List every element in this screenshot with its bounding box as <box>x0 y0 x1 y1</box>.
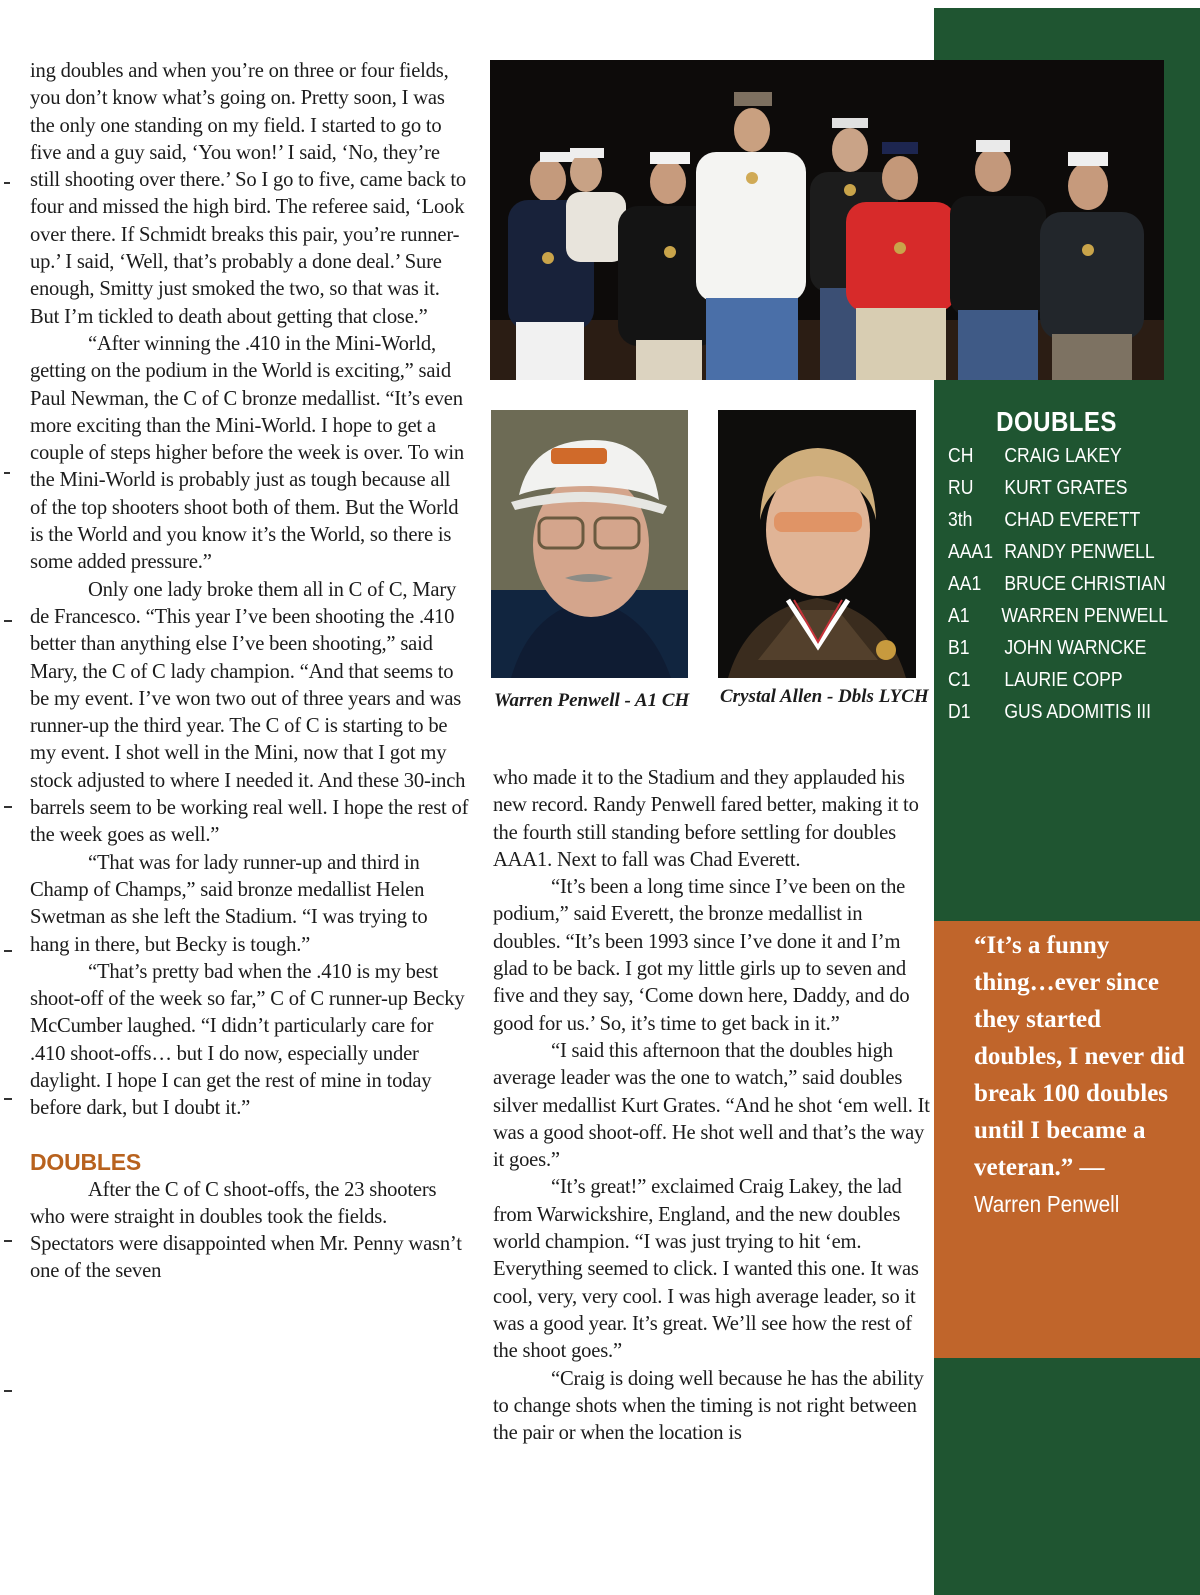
paragraph: “I said this afternoon that the doubles high average leader was the one to watch,” said doubles silver medallist Kurt Grates. “And he shot ‘em well. It was a good shoot-off. He shot well and that’s the way it goes.” <box>493 1039 930 1172</box>
paragraph: “That’s pretty bad when the .410 is my best shoot-off of the week so far,” C of C runner-up Becky McCumber laughed. “I didn’t particularly care for .410 shoot-offs… but I do now, especially under daylight. I hope I can get the rest of mine in today before dark, but I doubt it.” <box>30 960 465 1120</box>
result-code: AAA1 <box>948 541 994 563</box>
result-code: A1 <box>948 605 970 627</box>
paragraph: ing doubles and when you’re on three or four fields, you don’t know what’s going on. Pretty soon, I was the only one standing on my field. I started to go to five and a guy said, ‘You won!’ I said, ‘No, they’re still shooting over there.’ So I go to five, came back to four and missed the high bird. The referee said, ‘Look over there. If Schmidt breaks this pair, you’re runner-up.’ I said, ‘Well, that’s probably a done deal.’ Sure enough, Smitty just smoked the two, so that was it. But I’m tickled to death about getting that close.” <box>30 60 467 328</box>
paragraph: “It’s been a long time since I’ve been on the podium,” said Everett, the bronze medallist in doubles. “It’s been 1993 since I’ve done it and I’m glad to be back. I got my little girls up to seven and five and they say, ‘Come down here, Daddy, and do good for us.’ So, it’s time to get back in it.” <box>493 876 910 1035</box>
photo-caption: Warren Penwell - A1 CH <box>494 690 690 711</box>
margin-mark <box>4 1098 12 1100</box>
result-row <box>948 664 1168 696</box>
middle-text-column <box>493 765 930 1447</box>
group-medalists-photo <box>490 60 1164 380</box>
crystal-allen-photo <box>718 410 916 678</box>
result-name: WARREN PENWELL <box>1001 605 1168 627</box>
paragraph: After the C of C shoot-offs, the 23 shooters who were straight in doubles took the fields. Spectators were disappointed when Mr. Penny wasn’t one of the seven <box>30 1178 462 1283</box>
result-code: C1 <box>948 669 971 691</box>
result-name: GUS ADOMITIS III <box>1004 701 1152 723</box>
result-name: JOHN WARNCKE <box>1004 637 1147 659</box>
result-code: B1 <box>948 637 970 659</box>
margin-mark <box>4 472 10 474</box>
paragraph: who made it to the Stadium and they applauded his new record. Randy Penwell fared better, making it to the fourth still standing before settling for doubles AAA1. Next to fall was Chad Everett. <box>493 767 919 871</box>
paragraph: “That was for lady runner-up and third in Champ of Champs,” said bronze medallist Helen Swetman as she left the Stadium. “I was trying to hang in there, but Becky is tough.” <box>30 851 428 956</box>
result-row <box>948 696 1168 728</box>
result-row <box>948 568 1168 600</box>
pull-quote <box>934 921 1200 1358</box>
paragraph: “Craig is doing well because he has the ability to change shots when the timing is not right between the pair or when the location is <box>493 1367 924 1445</box>
result-name: KURT GRATES <box>1004 477 1128 499</box>
photo-caption: Crystal Allen - Dbls LYCH <box>720 686 929 707</box>
margin-mark <box>4 182 10 184</box>
doubles-results <box>948 404 1198 728</box>
result-row <box>948 600 1168 632</box>
quote-author: Warren Penwell <box>974 1191 1120 1217</box>
result-row <box>948 440 1168 472</box>
paragraph: Only one lady broke them all in C of C, Mary de Francesco. “This year I’ve been shooting the .410 better than anything else I’ve been shooting,” said Mary, the C of C lady champion. “And that seems to be my event. I’ve won two out of three years and was runner-up the third year. The C of C is starting to be my event. I shot well in the Mini, now that I got my stock adjusted to where I needed it. And these 30-inch barrels seem to be working real well. I hope the rest of the week goes as well.” <box>30 578 469 847</box>
warren-penwell-photo <box>491 410 688 678</box>
result-name: CHAD EVERETT <box>1004 509 1141 531</box>
left-text-column <box>30 58 470 1286</box>
result-code: 3th <box>948 509 973 531</box>
result-row <box>948 472 1168 504</box>
result-code: AA1 <box>948 573 982 595</box>
result-row <box>948 504 1168 536</box>
result-code: RU <box>948 477 974 499</box>
result-name: RANDY PENWELL <box>1004 541 1155 563</box>
result-name: BRUCE CHRISTIAN <box>1004 573 1166 595</box>
results-title: DOUBLES <box>996 406 1117 437</box>
result-code: D1 <box>948 701 971 723</box>
paragraph: “After winning the .410 in the Mini-World, getting on the podium in the World is exciting,” said Paul Newman, the C of C bronze medallist. “It’s even more exciting than the Mini-World. I hope to get a couple of steps higher before the week is over. To win the Mini-World is probably just as tough because all of the top shooters shoot both of them. But the World is the World and you know it’s the World, so there is some added pressure.” <box>30 332 465 574</box>
margin-mark <box>4 1390 12 1392</box>
quote-text: “It’s a funny thing…ever since they started doubles, I never did break 100 doubles until I became a veteran.” — <box>974 932 1185 1181</box>
result-name: LAURIE COPP <box>1004 669 1123 691</box>
section-heading: DOUBLES <box>30 1148 142 1175</box>
margin-mark <box>4 1240 12 1242</box>
result-name: CRAIG LAKEY <box>1004 445 1122 467</box>
margin-mark <box>4 806 12 808</box>
result-row <box>948 536 1168 568</box>
margin-mark <box>4 620 12 622</box>
result-code: CH <box>948 445 974 467</box>
paragraph: “It’s great!” exclaimed Craig Lakey, the lad from Warwickshire, England, and the new doubles world champion. “I was just trying to hit ‘em. Everything seemed to click. I wanted this one. It was cool, very, very cool. I was high average leader, so it was a good year. It’s great. We’ll see how the rest of the shoot goes.” <box>493 1176 919 1363</box>
margin-mark <box>4 950 12 952</box>
result-row <box>948 632 1168 664</box>
